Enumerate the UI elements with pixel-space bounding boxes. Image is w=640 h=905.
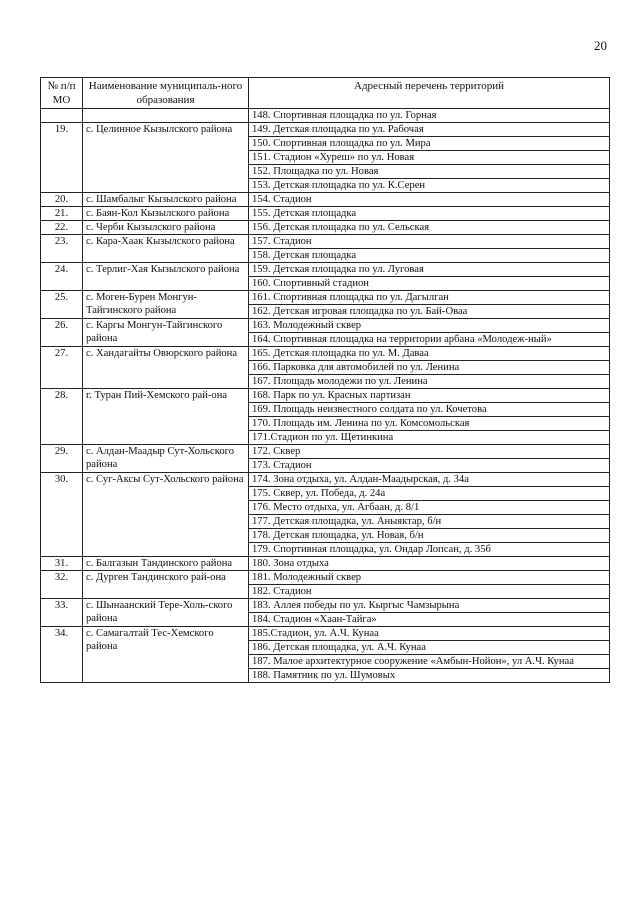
address-item: 180. Зона отдыха bbox=[249, 557, 610, 571]
municipality-name: с. Дурген Тандинского рай-она bbox=[83, 571, 249, 599]
address-item: 154. Стадион bbox=[249, 193, 610, 207]
table-header-row bbox=[41, 78, 610, 109]
table-row bbox=[41, 571, 610, 585]
address-item: 153. Детская площадка по ул. К.Серен bbox=[249, 179, 610, 193]
address-item: 157. Стадион bbox=[249, 235, 610, 249]
address-item: 179. Спортивная площадка, ул. Ондар Лопсан, д. 35б bbox=[249, 543, 610, 557]
table-row bbox=[41, 109, 610, 123]
row-number: 31. bbox=[41, 557, 83, 571]
row-number: 26. bbox=[41, 319, 83, 347]
address-item: 150. Спортивная площадка по ул. Мира bbox=[249, 137, 610, 151]
row-number: 19. bbox=[41, 123, 83, 193]
address-item: 185.Стадион, ул. А.Ч. Кунаа bbox=[249, 627, 610, 641]
address-item: 165. Детская площадка по ул. М. Даваа bbox=[249, 347, 610, 361]
municipality-name: с. Терлиг-Хая Кызылского района bbox=[83, 263, 249, 291]
row-number: 30. bbox=[41, 473, 83, 557]
row-number: 25. bbox=[41, 291, 83, 319]
row-number: 29. bbox=[41, 445, 83, 473]
table-row bbox=[41, 207, 610, 221]
address-item: 181. Молодежный сквер bbox=[249, 571, 610, 585]
table-row bbox=[41, 123, 610, 137]
header-municipality: Наименование муниципаль-ного образования bbox=[83, 78, 249, 109]
row-number bbox=[41, 109, 83, 123]
table-body bbox=[41, 109, 610, 683]
table-row bbox=[41, 347, 610, 361]
municipality-name: с. Самагалтай Тес-Хемского района bbox=[83, 627, 249, 683]
address-item: 148. Спортивная площадка по ул. Горная bbox=[249, 109, 610, 123]
row-number: 20. bbox=[41, 193, 83, 207]
municipality-name: с. Кара-Хаак Кызылского района bbox=[83, 235, 249, 263]
address-item: 182. Стадион bbox=[249, 585, 610, 599]
address-item: 177. Детская площадка, ул. Аныяктар, б/н bbox=[249, 515, 610, 529]
table-row bbox=[41, 221, 610, 235]
address-item: 151. Стадион «Хуреш» по ул. Новая bbox=[249, 151, 610, 165]
row-number: 23. bbox=[41, 235, 83, 263]
page-number: 20 bbox=[594, 38, 607, 53]
row-number: 33. bbox=[41, 599, 83, 627]
address-item: 173. Стадион bbox=[249, 459, 610, 473]
address-item: 188. Памятник по ул. Шумовых bbox=[249, 669, 610, 683]
municipality-name: с. Хандагайты Овюрского района bbox=[83, 347, 249, 389]
address-item: 187. Малое архитектурное сооружение «Амбын-Нойон», ул А.Ч. Кунаа bbox=[249, 655, 610, 669]
territories-table bbox=[40, 77, 610, 683]
table-row bbox=[41, 235, 610, 249]
address-item: 169. Площадь неизвестного солдата по ул. Кочетова bbox=[249, 403, 610, 417]
address-item: 164. Спортивная площадка на территории арбана «Молодеж-ный» bbox=[249, 333, 610, 347]
address-item: 166. Парковка для автомобилей по ул. Ленина bbox=[249, 361, 610, 375]
table-row bbox=[41, 263, 610, 277]
row-number: 22. bbox=[41, 221, 83, 235]
table-row bbox=[41, 291, 610, 305]
municipality-name: с. Суг-Аксы Сут-Хольского района bbox=[83, 473, 249, 557]
municipality-name: с. Моген-Бурен Монгун-Тайгинского района bbox=[83, 291, 249, 319]
municipality-name: с. Каргы Монгун-Тайгинского района bbox=[83, 319, 249, 347]
address-item: 159. Детская площадка по ул. Луговая bbox=[249, 263, 610, 277]
address-item: 162. Детская игровая площадка по ул. Бай-Оваа bbox=[249, 305, 610, 319]
table-row bbox=[41, 389, 610, 403]
row-number: 24. bbox=[41, 263, 83, 291]
address-item: 158. Детская площадка bbox=[249, 249, 610, 263]
address-item: 152. Площадка по ул. Новая bbox=[249, 165, 610, 179]
row-number: 28. bbox=[41, 389, 83, 445]
municipality-name: с. Балгазын Тандинского района bbox=[83, 557, 249, 571]
table-row bbox=[41, 557, 610, 571]
municipality-name: г. Туран Пий-Хемского рай-она bbox=[83, 389, 249, 445]
row-number: 32. bbox=[41, 571, 83, 599]
municipality-name bbox=[83, 109, 249, 123]
address-item: 170. Площадь им. Ленина по ул. Комсомольская bbox=[249, 417, 610, 431]
address-item: 178. Детская площадка, ул. Новая, б/н bbox=[249, 529, 610, 543]
address-item: 161. Спортивная площадка по ул. Дагылган bbox=[249, 291, 610, 305]
header-addresses: Адресный перечень территорий bbox=[249, 78, 610, 109]
address-item: 174. Зона отдыха, ул. Алдан-Маадырская, д. 34а bbox=[249, 473, 610, 487]
row-number: 34. bbox=[41, 627, 83, 683]
municipality-name: с. Шамбалыг Кызылского района bbox=[83, 193, 249, 207]
header-number: № п/п МО bbox=[41, 78, 83, 109]
table-row bbox=[41, 627, 610, 641]
address-item: 160. Спортивный стадион bbox=[249, 277, 610, 291]
row-number: 21. bbox=[41, 207, 83, 221]
address-item: 167. Площадь молодежи по ул. Ленина bbox=[249, 375, 610, 389]
address-item: 172. Сквер bbox=[249, 445, 610, 459]
address-item: 184. Стадион «Хаан-Тайга» bbox=[249, 613, 610, 627]
address-item: 183. Аллея победы по ул. Кыргыс Чамзырына bbox=[249, 599, 610, 613]
address-item: 163. Молодежный сквер bbox=[249, 319, 610, 333]
address-item: 175. Сквер, ул. Победа, д. 24а bbox=[249, 487, 610, 501]
municipality-name: с. Черби Кызылского района bbox=[83, 221, 249, 235]
table-row bbox=[41, 599, 610, 613]
table-row bbox=[41, 445, 610, 459]
municipality-name: с. Целинное Кызылского района bbox=[83, 123, 249, 193]
address-item: 186. Детская площадка, ул. А.Ч. Кунаа bbox=[249, 641, 610, 655]
table-row bbox=[41, 193, 610, 207]
address-item: 171.Стадион по ул. Щетинкина bbox=[249, 431, 610, 445]
municipality-name: с. Шынаанский Тере-Холь-ского района bbox=[83, 599, 249, 627]
municipality-name: с. Баян-Кол Кызылского района bbox=[83, 207, 249, 221]
table-row bbox=[41, 319, 610, 333]
address-item: 155. Детская площадка bbox=[249, 207, 610, 221]
address-item: 168. Парк по ул. Красных партизан bbox=[249, 389, 610, 403]
address-item: 156. Детская площадка по ул. Сельская bbox=[249, 221, 610, 235]
row-number: 27. bbox=[41, 347, 83, 389]
address-item: 176. Место отдыха, ул. Агбаан, д. 8/1 bbox=[249, 501, 610, 515]
address-item: 149. Детская площадка по ул. Рабочая bbox=[249, 123, 610, 137]
municipality-name: с. Алдан-Маадыр Сут-Хольского района bbox=[83, 445, 249, 473]
table-row bbox=[41, 473, 610, 487]
